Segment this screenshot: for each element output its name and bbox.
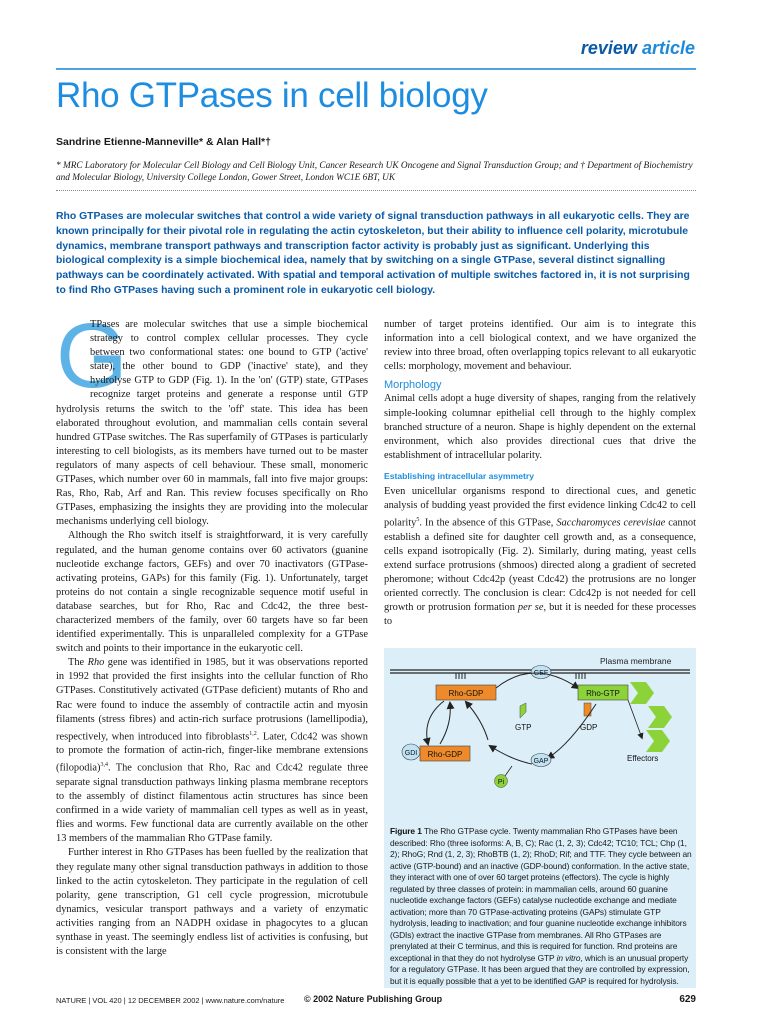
article-title: Rho GTPases in cell biology xyxy=(56,76,488,115)
figure-1-caption xyxy=(390,826,692,987)
body-paragraph-1: TPases are molecular switches that use a simple biochemical strategy to control complex cellular processes. They cycle between two conformational states: one bound to GTP ('active' state), the other bound to GDP ('inactive' state), and they hydrolyse GTP to GDP (Fig. 1). In the 'on' (GTP) state, GTPases recognize target proteins and generate a response until GTP hydrolysis returns the switch to the 'off' state. This idea has been elaborated throughout evolution, and mammalian cells contain several hundred GTPase switches. The Ras superfamily of GTPases is particularly interesting to cell biologists, as its members have turned out to be master regulators of many aspects of cell behaviour. These small, monomeric GTPases, which number over 60 in mammals, fall into five major groups: Ras, Rho, Rab, Arf and Ran. This review focuses specifically on Rho GTPases, emphasizing the insights they are providing into the molecular mechanisms underlying cell biology. xyxy=(56,319,368,528)
affiliation: * MRC Laboratory for Molecular Cell Biology and Cell Biology Unit, Cancer Research UK Oncogene and Signal Transduction Group; and † Department of Biochemistry and Molecular Biology, University College London, Gower Street, London WC1E 6BT, UK xyxy=(56,161,693,183)
body-column-right xyxy=(384,318,696,629)
dotted-divider xyxy=(56,190,696,191)
section-label-review: review xyxy=(580,38,637,58)
p7-text-a: Even unicellular organisms respond to directional cues, and genetic analysis of budding yeast provided the first evidence linking Cdc42 to cell polarity xyxy=(384,486,696,529)
citation-sup: 5 xyxy=(416,517,420,524)
gdp-label: GDP xyxy=(580,723,598,732)
body-column-left xyxy=(56,305,368,959)
body-paragraph-2: Although the Rho switch itself is straightforward, it is very carefully regulated, and the human genome contains over 60 activators (guanine nucleotide exchange factors, GEFs) and over 70 inactivators (GTPase-activating proteins, GAPs) for this family (Fig. 1). Unfortunately, target proteins do not contain a single recognizable sequence motif useful in database searches, but for Rho, Rac and Cdc42, the three best-characterized members of the family, over 60 targets have so far been identified experimentally. This is unparalleled complexity for a GTPase switch and points to their importance in the eukaryotic cell. xyxy=(56,530,368,655)
gtp-symbol xyxy=(520,703,526,718)
figure-label: Figure 1 xyxy=(390,826,422,836)
effector-arrow xyxy=(628,700,642,738)
plasma-membrane-label: Plasma membrane xyxy=(600,656,672,666)
body-paragraph-7 xyxy=(384,485,696,629)
p3-text-a: The xyxy=(68,657,88,669)
body-paragraph-3 xyxy=(56,656,368,846)
p3-text-d: . The conclusion that Rho, Rac and Cdc42 regulate three separate signal transduction pathways linking plasma membrane receptors to the assembly of distinct filamentous actin structures has since been confirmed in a wide variety of mammalian cell types as well as in yeast, flies and worms. Few functional data are currently available on the other 13 members of the mammalian Rho GTPase family. xyxy=(56,762,368,845)
gdp-symbol xyxy=(584,703,591,716)
p7-text-c: cannot establish a defined site for daughter cell growth and, as a consequence, cells expand isotropically (Fig. 2). Similarly, during mating, yeast cells extend surface protrusions (shmoos) directed along a gradient of secreted pheromone; without Cdc42p (yeast Cdc42) the protrusions are no longer oriented correctly. The conclusion is clear: Cdc42p is not needed for cell growth or protrusion formation xyxy=(384,517,696,614)
body-paragraph-6: Animal cells adopt a huge diversity of shapes, ranging from the relatively simple-looking columnar epithelial cell through to the highly complex branched structure of a neuron. Shape is highly dependent on the external environment, which also provides directional cues that drive the establishment of intracellular polarity. xyxy=(384,393,696,461)
effector-chevron xyxy=(630,682,654,704)
rho-gtp-label: Rho-GTP xyxy=(586,689,620,698)
effectors-label: Effectors xyxy=(627,754,659,763)
p7-text-b: . In the absence of this GTPase, xyxy=(419,517,557,529)
gdi-rho-gdp-label: Rho-GDP xyxy=(427,750,463,759)
caption-text-b: , which is an unusual property for a regulatory GTPase. It has been argued that they are controlled by expression, but it is equally possible that a yet to be identified GAP is required for hydrolysis. xyxy=(390,952,690,986)
footer-copyright: © 2002 Nature Publishing Group xyxy=(304,994,443,1004)
p7-text-d: , but it is needed for these processes to xyxy=(384,602,696,628)
gdi-label: GDI xyxy=(404,750,418,757)
gdi-extraction-arrow xyxy=(427,701,444,744)
drop-cap: G xyxy=(56,305,128,407)
section-label-article: article xyxy=(641,38,695,58)
page-number: 629 xyxy=(679,994,696,1005)
gdi-release-arrow xyxy=(440,703,450,744)
body-paragraph-4: Further interest in Rho GTPases has been fuelled by the realization that they regulate many other signal transduction pathways in addition to those linked to the actin cytoskeleton. They participate in the regulation of cell polarity, gene transcription, G1 cell cycle progression, microtubule dynamics, vesicular transport pathways and a variety of enzymatic activities ranging from an NADPH oxidase in phagocytes to a glucan synthase in yeast. The seemingly endless list of activities is confusing, but is consistent with the large xyxy=(56,847,368,958)
effector-chevron xyxy=(646,730,670,752)
citation-sup: 3,4 xyxy=(100,762,108,769)
gtp-label: GTP xyxy=(515,723,532,732)
pi-release-line xyxy=(505,766,512,776)
header-rule xyxy=(56,68,696,70)
per-se-italic: per se xyxy=(517,602,544,614)
return-arrow xyxy=(466,702,488,740)
hydrolysis-arrow xyxy=(490,746,532,764)
subsection-heading-asymmetry: Establishing intracellular asymmetry xyxy=(384,470,534,481)
abstract: Rho GTPases are molecular switches that control a wide variety of signal transduction pathways in all eukaryotic cells. They are known principally for their pivotal role in regulating the actin cytoskeleton, but their ability to influence cell polarity, microtubule dynamics, membrane transport pathways and transcription factor activity is probably just as significant. Underlying this biological complexity is a simple biochemical idea, namely that by switching on a single GTPase, several distinct signalling pathways can be coordinately activated. With spatial and temporal activation of multiple switches factored in, it is not surprising to find Rho GTPases having such a prominent role in eukaryotic cell biology. xyxy=(56,211,690,296)
p3-text-b: gene was identified in 1985, but it was observations reported in 1992 that provided the first insights into the cellular function of Rho GTPases. Constitutively activated (GTPase deficient) mutants of Rho and Rac were found to induce the assembly of contractile actin and myosin filaments (stress fibres) and actin-rich surface protrusions (lamellipodia), respectively, when introduced into fibroblasts xyxy=(56,657,368,743)
effector-chevron xyxy=(648,706,672,728)
rho-gtpase-cycle-diagram xyxy=(384,648,696,824)
authors: Sandrine Etienne-Manneville* & Alan Hall*† xyxy=(56,136,271,148)
caption-text-a: The Rho GTPase cycle. Twenty mammalian Rho GTPases have been described: Rho (three isoforms: A, B, C); Rac (1, 2, 3); Cdc42; TC10; TCL; Chp (1, 2); RhoG; Rnd (1, 2, 3); RhoBTB (1, 2); RhoD; Rif; and TTF. They cycle between an active (GTP-bound) and an inactive (GDP-bound) conformation. In the active state, they interact with one of over 60 target proteins (effectors). The cycle is highly regulated by three classes of protein: in mammalian cells, around 60 guanine nucleotide exchange factors (GEFs) catalyse nucleotide exchange and mediate activation; more than 70 GTPase-activating proteins (GAPs) stimulate GTP hydrolysis, leading to inactivation; and four guanine nucleotide exchange inhibitors (GDIs) extract the inactive GTPase from membranes. All Rho GTPases are prenylated at their C terminus, and this is required for function. Rnd proteins are exceptional in that they do not hydrolyse GTP xyxy=(390,826,692,963)
gap-label: GAP xyxy=(533,758,549,765)
rho-gdp-label: Rho-GDP xyxy=(448,689,484,698)
section-label xyxy=(560,38,695,59)
p3-text-c: . Later, Cdc42 was shown to promote the formation of actin-rich, finger-like membrane extensions (filopodia) xyxy=(56,731,368,774)
caption-in-vitro: in vitro xyxy=(556,952,581,963)
species-italic: Saccharomyces cerevisiae xyxy=(556,517,666,529)
footer-citation: NATURE | VOL 420 | 12 DECEMBER 2002 | www.nature.com/nature xyxy=(56,996,285,1005)
rho-gene-italic: Rho xyxy=(87,657,105,669)
lipid-anchor xyxy=(576,673,585,679)
pi-label: Pi xyxy=(497,779,505,786)
citation-sup: 1,2 xyxy=(249,730,257,737)
gef-label: GEF xyxy=(533,670,549,677)
lipid-anchor xyxy=(456,673,465,679)
body-paragraph-5: number of target proteins identified. Our aim is to integrate this information into a cell biological context, and we have organized the review into three broad, often overlapping topics relevant to all eukaryotic cells: morphology, movement and behaviour. xyxy=(384,319,696,373)
section-heading-morphology: Morphology xyxy=(384,379,442,392)
